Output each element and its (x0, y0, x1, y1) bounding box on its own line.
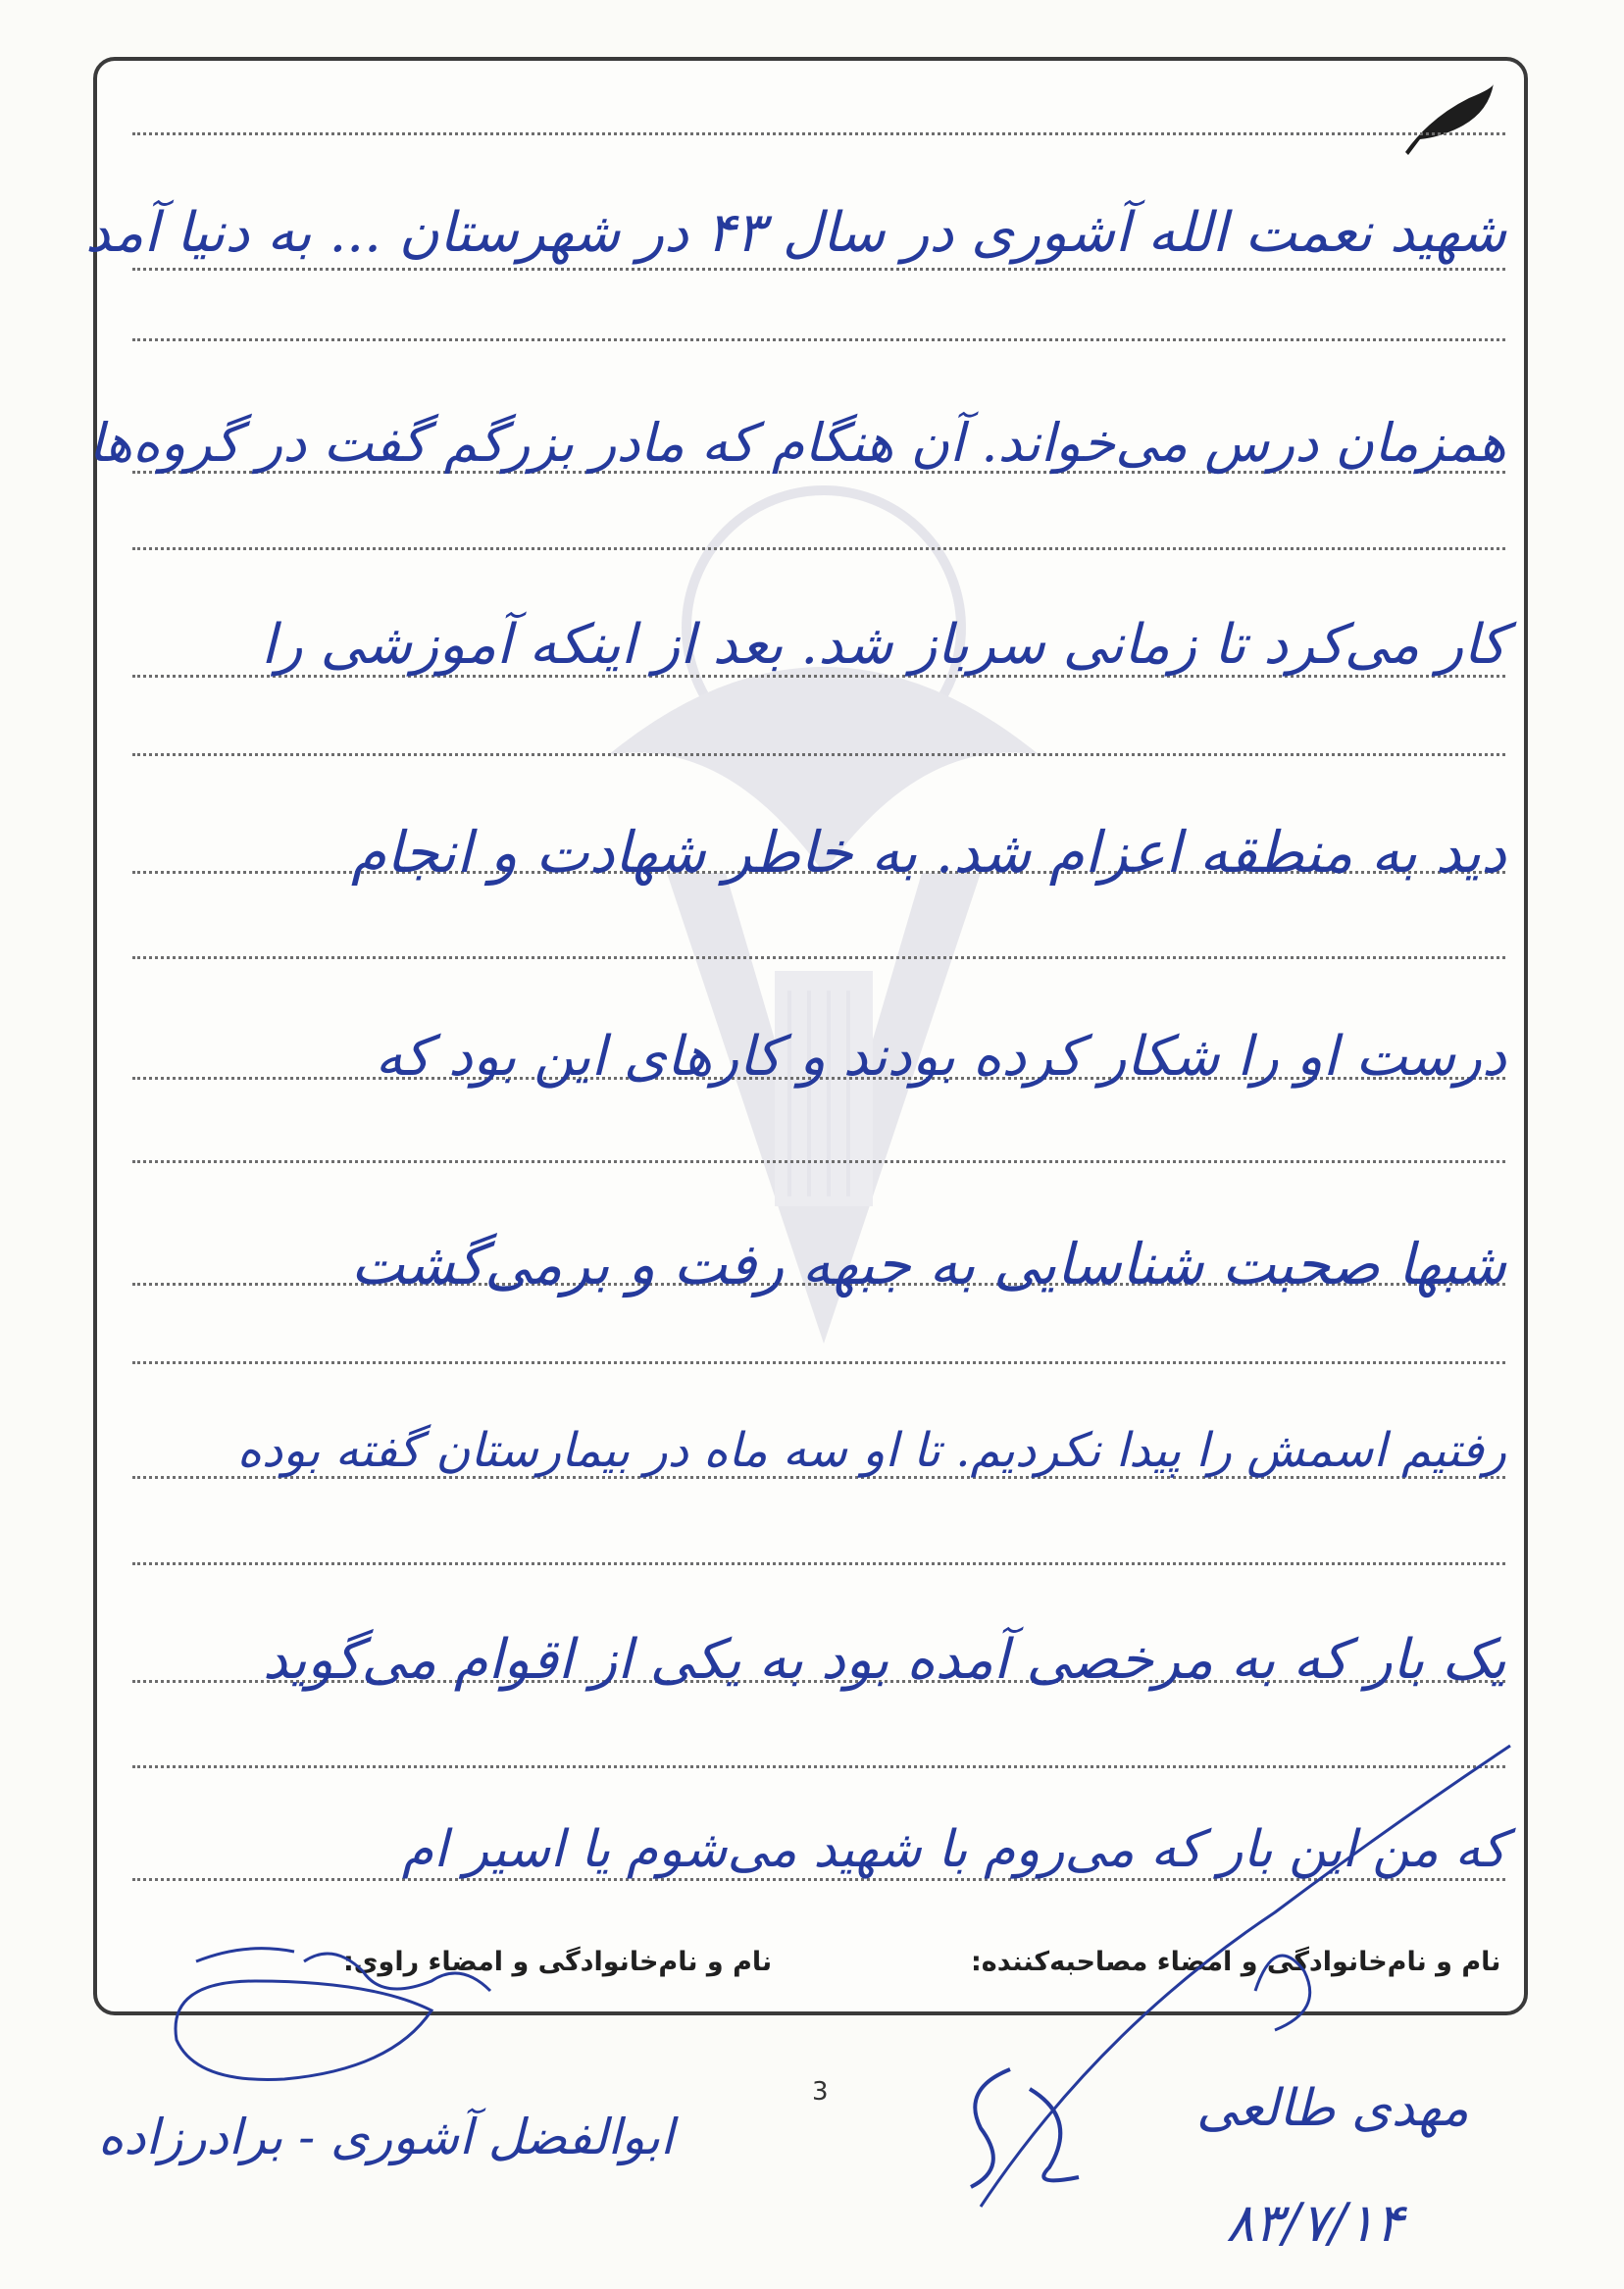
signature-date: ۸۳/۷/۱۴ (1226, 2192, 1404, 2254)
ruled-line (132, 132, 1505, 135)
interviewer-name: مهدی طالعی (1196, 2079, 1469, 2138)
ruled-line (132, 956, 1505, 959)
ruled-line (132, 547, 1505, 550)
ruled-line (132, 1562, 1505, 1565)
handwritten-line-7: رفتیم اسمش را پیدا نکردیم. تا او سه ماه در بیمارستان گفته بوده (236, 1423, 1506, 1478)
handwritten-line-9: که من این بار که می‌روم با شهید می‌شوم یا اسیر ام (401, 1820, 1506, 1879)
handwritten-line-2: همزمان درس می‌خواند. آن هنگام که مادر بزرگم گفت در گروه‌ها (88, 412, 1506, 474)
handwritten-line-5: درست او را شکار کرده بودند و کارهای این بود که (375, 1025, 1506, 1089)
narrator-name: ابوالفضل آشوری - برادرزاده (98, 2109, 675, 2165)
ruled-line (132, 268, 1505, 271)
ruled-line (132, 1160, 1505, 1163)
handwritten-line-6: شبها صحبت شناسایی به جبهه رفت و برمی‌گشت (350, 1231, 1506, 1297)
page-number: 3 (812, 2077, 829, 2107)
handwritten-line-3: کار می‌کرد تا زمانی سرباز شد. بعد از اینکه آموزشی را (261, 613, 1506, 677)
interviewer-mark (941, 2050, 1118, 2197)
ruled-line (132, 338, 1505, 341)
narrator-signature (137, 1922, 549, 2118)
handwritten-line-1: شهید نعمت الله آشوری در سال ۴۳ در شهرستان ... به دنیا آمد (85, 201, 1506, 265)
interviewer-signature-label: نام و نام‌خانوادگی و امضاء مصاحبه‌کننده: (971, 1947, 1501, 1977)
narrator-signature-label: نام و نام‌خانوادگی و امضاء راوی: (343, 1947, 773, 1977)
handwritten-line-8: یک بار که به مرخصی آمده بود به یکی از اقوام می‌گوید (262, 1628, 1506, 1692)
quill-icon (1400, 78, 1498, 157)
handwritten-line-4: دید به منطقه اعزام شد. به خاطر شهادت و انجام (350, 819, 1506, 886)
ruled-line (132, 1361, 1505, 1364)
ruled-line (132, 753, 1505, 756)
